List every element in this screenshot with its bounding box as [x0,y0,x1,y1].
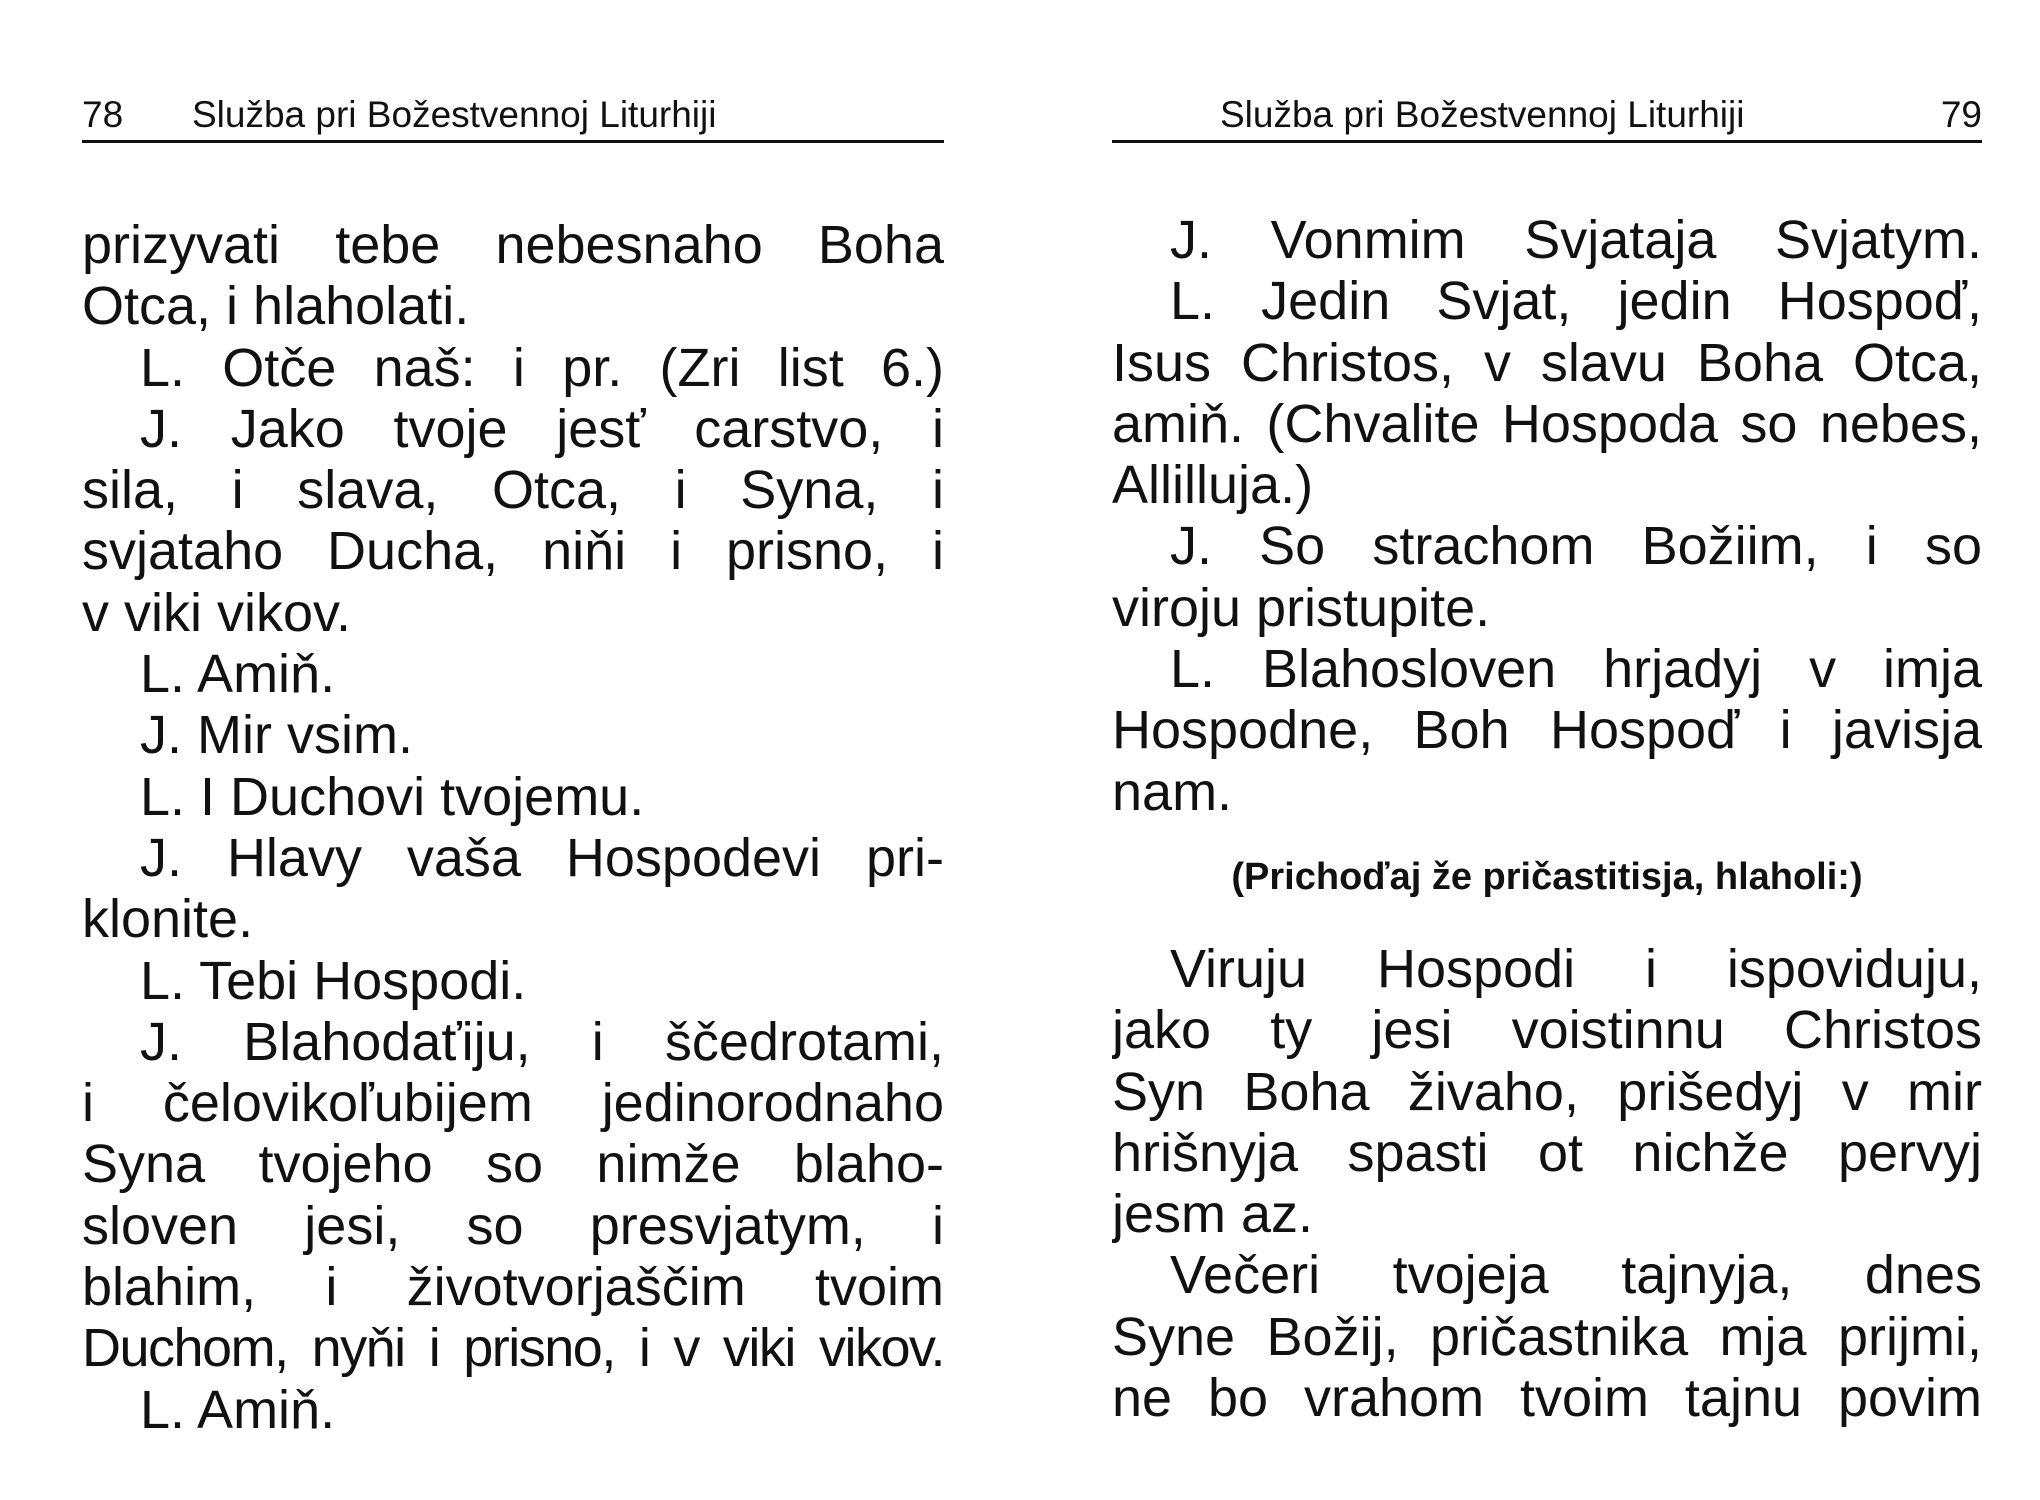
text-line: L. Amiň. [140,644,336,705]
right-page-text [1112,210,1982,1429]
text-line: Allilluja.) [1112,455,1314,516]
text-line: jako ty jesi voistinnu Christos [1112,1000,1982,1061]
text-line: J. Hlavy vaša Hospodevi pri- [140,827,944,888]
text-line: L. I Duchovi tvojemu. [140,766,645,827]
right-page [1112,0,1982,1500]
text-line: Večeri tvojeja tajnyja, dnes [1170,1245,1982,1306]
text-line: J. So strachom Božiim, i so [1170,516,1982,577]
text-line: klonite. [82,889,254,950]
text-line: Viruju Hospodi i ispoviduju, [1170,938,1982,999]
left-running-title: Služba pri Božestvennoj Liturhiji [192,94,717,135]
text-line: svjataho Ducha, niňi i prisno, i [82,521,944,582]
left-page-header [82,90,944,143]
text-line: viroju pristupite. [1112,577,1491,638]
text-line: sloven jesi, so presvjatym, i [82,1195,944,1256]
left-page-text [82,215,944,1441]
section-heading: (Prichoďaj že pričastitisja, hlaholi:) [1231,855,1863,898]
text-line: blahim, i životvorjaščim tvoim [82,1257,944,1318]
text-line: sila, i slava, Otca, i Syna, i [82,460,944,521]
left-page-number: 78 [82,94,124,135]
right-page-header [1112,90,1982,143]
text-line: Syne Božij, pričastnika mja prijmi, [1112,1306,1982,1367]
text-line: ne bo vrahom tvoim tajnu povim [1112,1368,1982,1429]
right-page-number: 79 [1940,94,1982,135]
text-line: i čelovikoľubijem jedinorodnaho [82,1073,944,1134]
text-line: L. Jedin Svjat, jedin Hospoď, [1170,271,1982,332]
text-line: L. Amiň. [140,1379,336,1440]
text-line: nam. [1112,761,1233,822]
text-line: L. Otče naš: i pr. (Zri list 6.) [140,337,944,398]
text-line: amiň. (Chvalite Hospoda so nebes, [1112,393,1982,454]
text-line: J. Blahodaťiju, i ščedrotami, [140,1011,944,1072]
text-line: hrišnyja spasti ot nichže pervyj [1112,1122,1982,1183]
text-line: J. Jako tvoje jesť carstvo, i [140,398,944,459]
text-line: J. Vonmim Svjataja Svjatym. [1170,210,1982,270]
left-page [82,0,944,1500]
text-line: J. Mir vsim. [140,705,413,766]
text-line: Duchom, nyňi i prisno, i v viki vikov. [82,1318,944,1379]
text-line: L. Blahosloven hrjadyj v imja [1170,639,1982,700]
text-line: Isus Christos, v slavu Boha Otca, [1112,332,1982,393]
text-line: Syna tvojeho so nimže blaho- [82,1134,944,1195]
text-line: Hospodne, Boh Hospoď i javisja [1112,700,1982,761]
text-line: jesm az. [1112,1184,1314,1245]
text-line: L. Tebi Hospodi. [140,950,527,1011]
text-line: v viki vikov. [82,582,352,643]
text-line: Otca, i hlaholati. [82,276,470,337]
right-running-title: Služba pri Božestvennoj Liturhiji [1220,94,1745,135]
text-line: Syn Boha živaho, prišedyj v mir [1112,1061,1982,1122]
text-line: prizyvati tebe nebesnaho Boha [82,215,944,275]
